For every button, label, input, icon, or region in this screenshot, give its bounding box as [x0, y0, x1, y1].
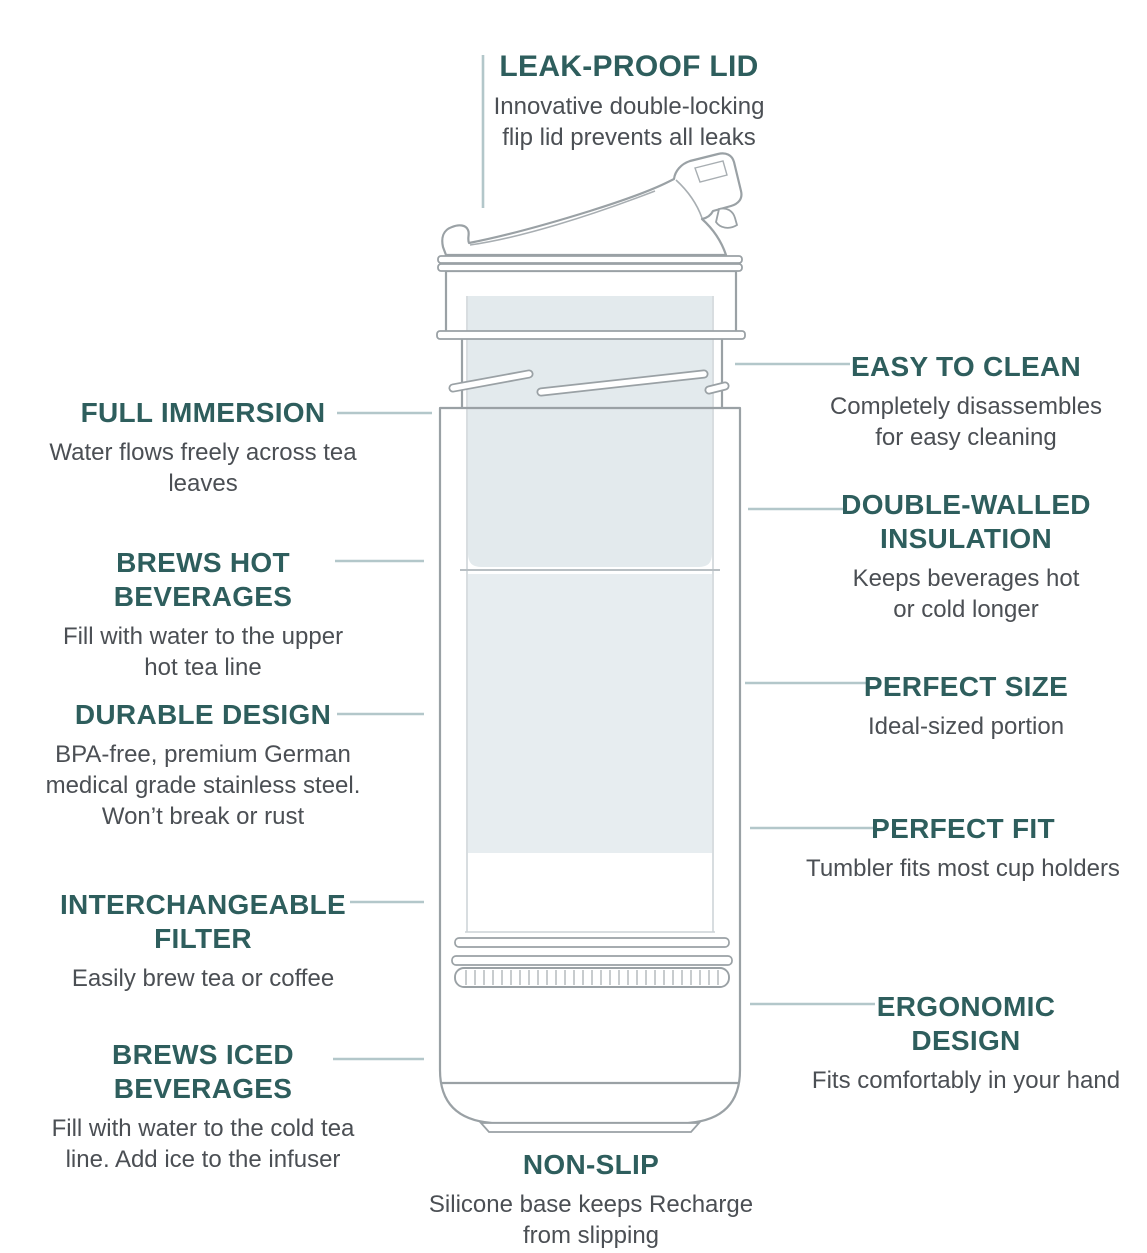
- feature-easy-to-clean: [790, 350, 1142, 453]
- feature-title: DURABLE DESIGN: [74, 699, 332, 730]
- filter-ring: [452, 938, 732, 987]
- feature-non-slip: [418, 1148, 764, 1251]
- feature-title: PERFECT SIZE: [863, 671, 1069, 702]
- feature-title: BREWS ICED BEVERAGES: [112, 1039, 294, 1104]
- feature-leak-proof-lid: [478, 50, 780, 153]
- feature-title: ERGONOMIC DESIGN: [876, 991, 1056, 1056]
- feature-brews-iced-beverages: [30, 1038, 376, 1175]
- feature-title: FULL IMMERSION: [80, 397, 326, 428]
- feature-full-immersion: [38, 396, 368, 499]
- feature-description: Innovative double-locking flip lid prevents all leaks: [493, 93, 765, 151]
- feature-description: Water flows freely across tea leaves: [49, 439, 357, 497]
- silicone-base: [481, 1123, 699, 1132]
- feature-perfect-fit: [780, 812, 1146, 884]
- feature-title: INTERCHANGEABLE FILTER: [59, 889, 347, 954]
- feature-description: Ideal-sized portion: [867, 713, 1065, 740]
- lid-flange: [437, 331, 745, 339]
- feature-description: Completely disassembles for easy cleaning: [829, 393, 1103, 451]
- feature-description: Fill with water to the upper hot tea line: [62, 623, 344, 681]
- feature-perfect-size: [790, 670, 1142, 742]
- feature-double-walled-insulation: [790, 488, 1142, 625]
- feature-title: LEAK-PROOF LID: [499, 50, 759, 83]
- feature-interchangeable-filter: [38, 888, 368, 994]
- feature-description: Tumbler fits most cup holders: [806, 855, 1120, 882]
- feature-description: Easily brew tea or coffee: [71, 965, 335, 992]
- inner-liner: [460, 296, 720, 932]
- feature-title: DOUBLE-WALLED INSULATION: [841, 489, 1091, 554]
- feature-durable-design: [28, 698, 378, 832]
- feature-title: BREWS HOT BEVERAGES: [113, 547, 293, 612]
- latch-tab: [716, 208, 737, 227]
- lid-rim-lower: [438, 264, 742, 271]
- feature-description: Fill with water to the cold tea line. Add ice to the infuser: [51, 1115, 355, 1173]
- feature-description: Silicone base keeps Recharge from slipping: [428, 1191, 754, 1249]
- feature-title: PERFECT FIT: [871, 813, 1055, 844]
- feature-title: NON-SLIP: [522, 1149, 660, 1180]
- feature-ergonomic-design: [790, 990, 1142, 1096]
- feature-brews-hot-beverages: [38, 546, 368, 683]
- feature-description: Fits comfortably in your hand: [811, 1067, 1121, 1094]
- feature-description: Keeps beverages hot or cold longer: [852, 565, 1080, 623]
- feature-description: BPA-free, premium German medical grade stainless steel. Won’t break or rust: [45, 741, 361, 830]
- feature-title: EASY TO CLEAN: [850, 351, 1082, 382]
- lid-rim-upper: [438, 256, 742, 263]
